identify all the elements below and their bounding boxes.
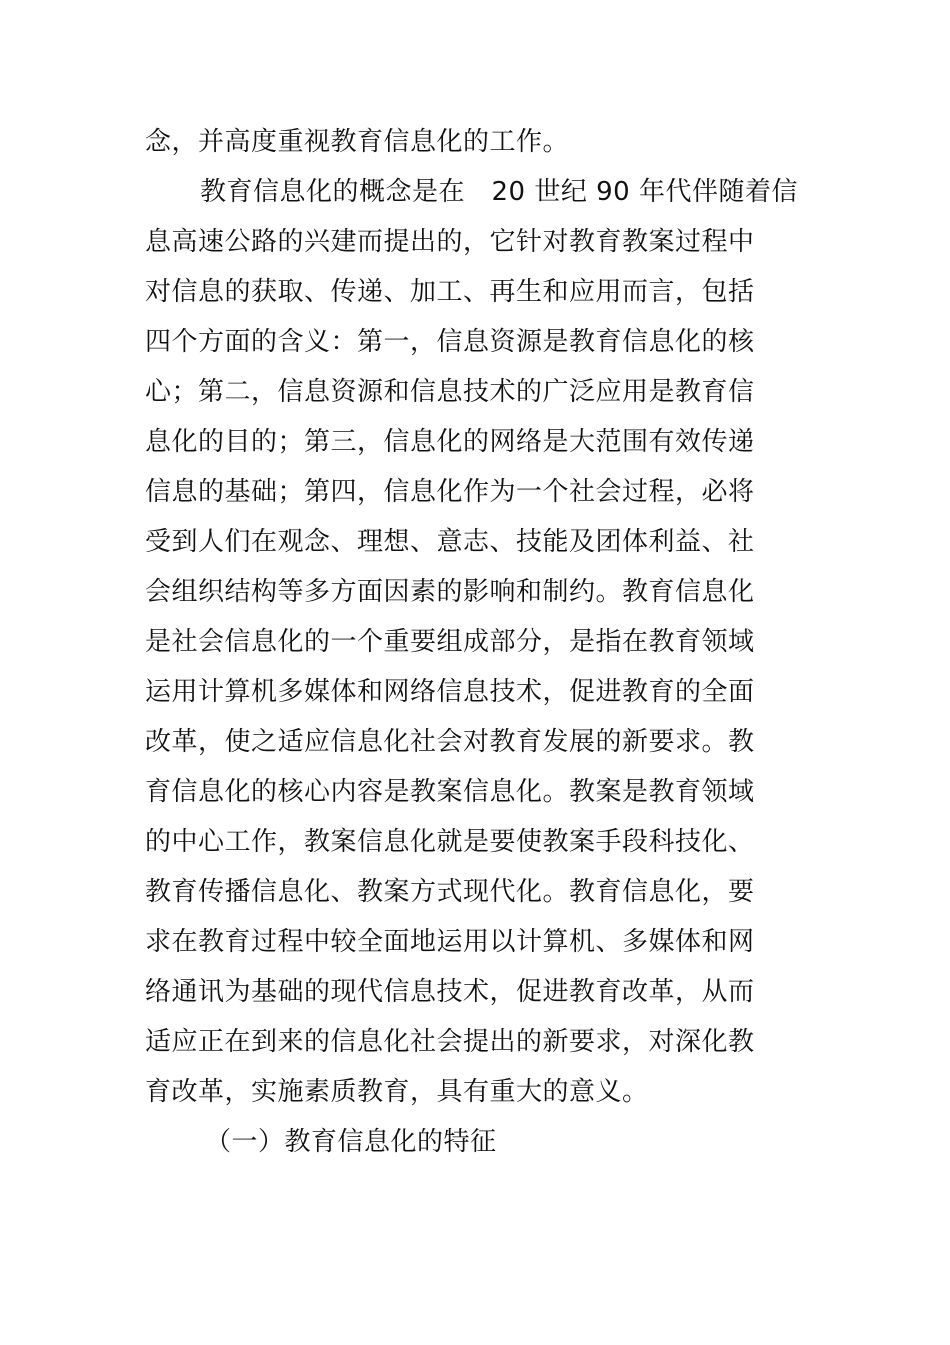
- paragraph-line: 改革，使之适应信息化社会对教育发展的新要求。教: [145, 727, 755, 757]
- paragraph-continuation-line: 念，并高度重视教育信息化的工作。: [145, 127, 570, 157]
- paragraph-line: 会组织结构等多方面因素的影响和制约。教育信息化: [145, 577, 755, 607]
- paragraph-line: 络通讯为基础的现代信息技术，促进教育改革，从而: [145, 977, 755, 1007]
- paragraph-line: 受到人们在观念、理想、意志、技能及团体利益、社: [145, 527, 755, 557]
- paragraph-line: 四个方面的含义：第一，信息资源是教育信息化的核: [145, 327, 755, 357]
- paragraph-line: 信息的基础；第四，信息化作为一个社会过程，必将: [145, 477, 755, 507]
- section-heading: （一）教育信息化的特征: [205, 1127, 497, 1157]
- paragraph-line: 适应正在到来的信息化社会提出的新要求，对深化教: [145, 1027, 755, 1057]
- paragraph-line: 求在教育过程中较全面地运用以计算机、多媒体和网: [145, 927, 755, 957]
- paragraph-first-line: 教育信息化的概念是在 20 世纪 90 年代伴随着信: [200, 177, 798, 207]
- paragraph-last-line: 育改革，实施素质教育，具有重大的意义。: [145, 1077, 649, 1107]
- paragraph-line: 对信息的获取、传递、加工、再生和应用而言，包括: [145, 277, 755, 307]
- paragraph-line: 的中心工作，教案信息化就是要使教案手段科技化、: [145, 827, 755, 857]
- paragraph-line: 是社会信息化的一个重要组成部分，是指在教育领域: [145, 627, 755, 657]
- paragraph-line: 运用计算机多媒体和网络信息技术，促进教育的全面: [145, 677, 755, 707]
- paragraph-line: 育信息化的核心内容是教案信息化。教案是教育领域: [145, 777, 755, 807]
- paragraph-line: 息化的目的；第三，信息化的网络是大范围有效传递: [145, 427, 755, 457]
- paragraph-line: 息高速公路的兴建而提出的，它针对教育教案过程中: [145, 227, 755, 257]
- paragraph-line: 心；第二，信息资源和信息技术的广泛应用是教育信: [145, 377, 755, 407]
- paragraph-line: 教育传播信息化、教案方式现代化。教育信息化，要: [145, 877, 755, 907]
